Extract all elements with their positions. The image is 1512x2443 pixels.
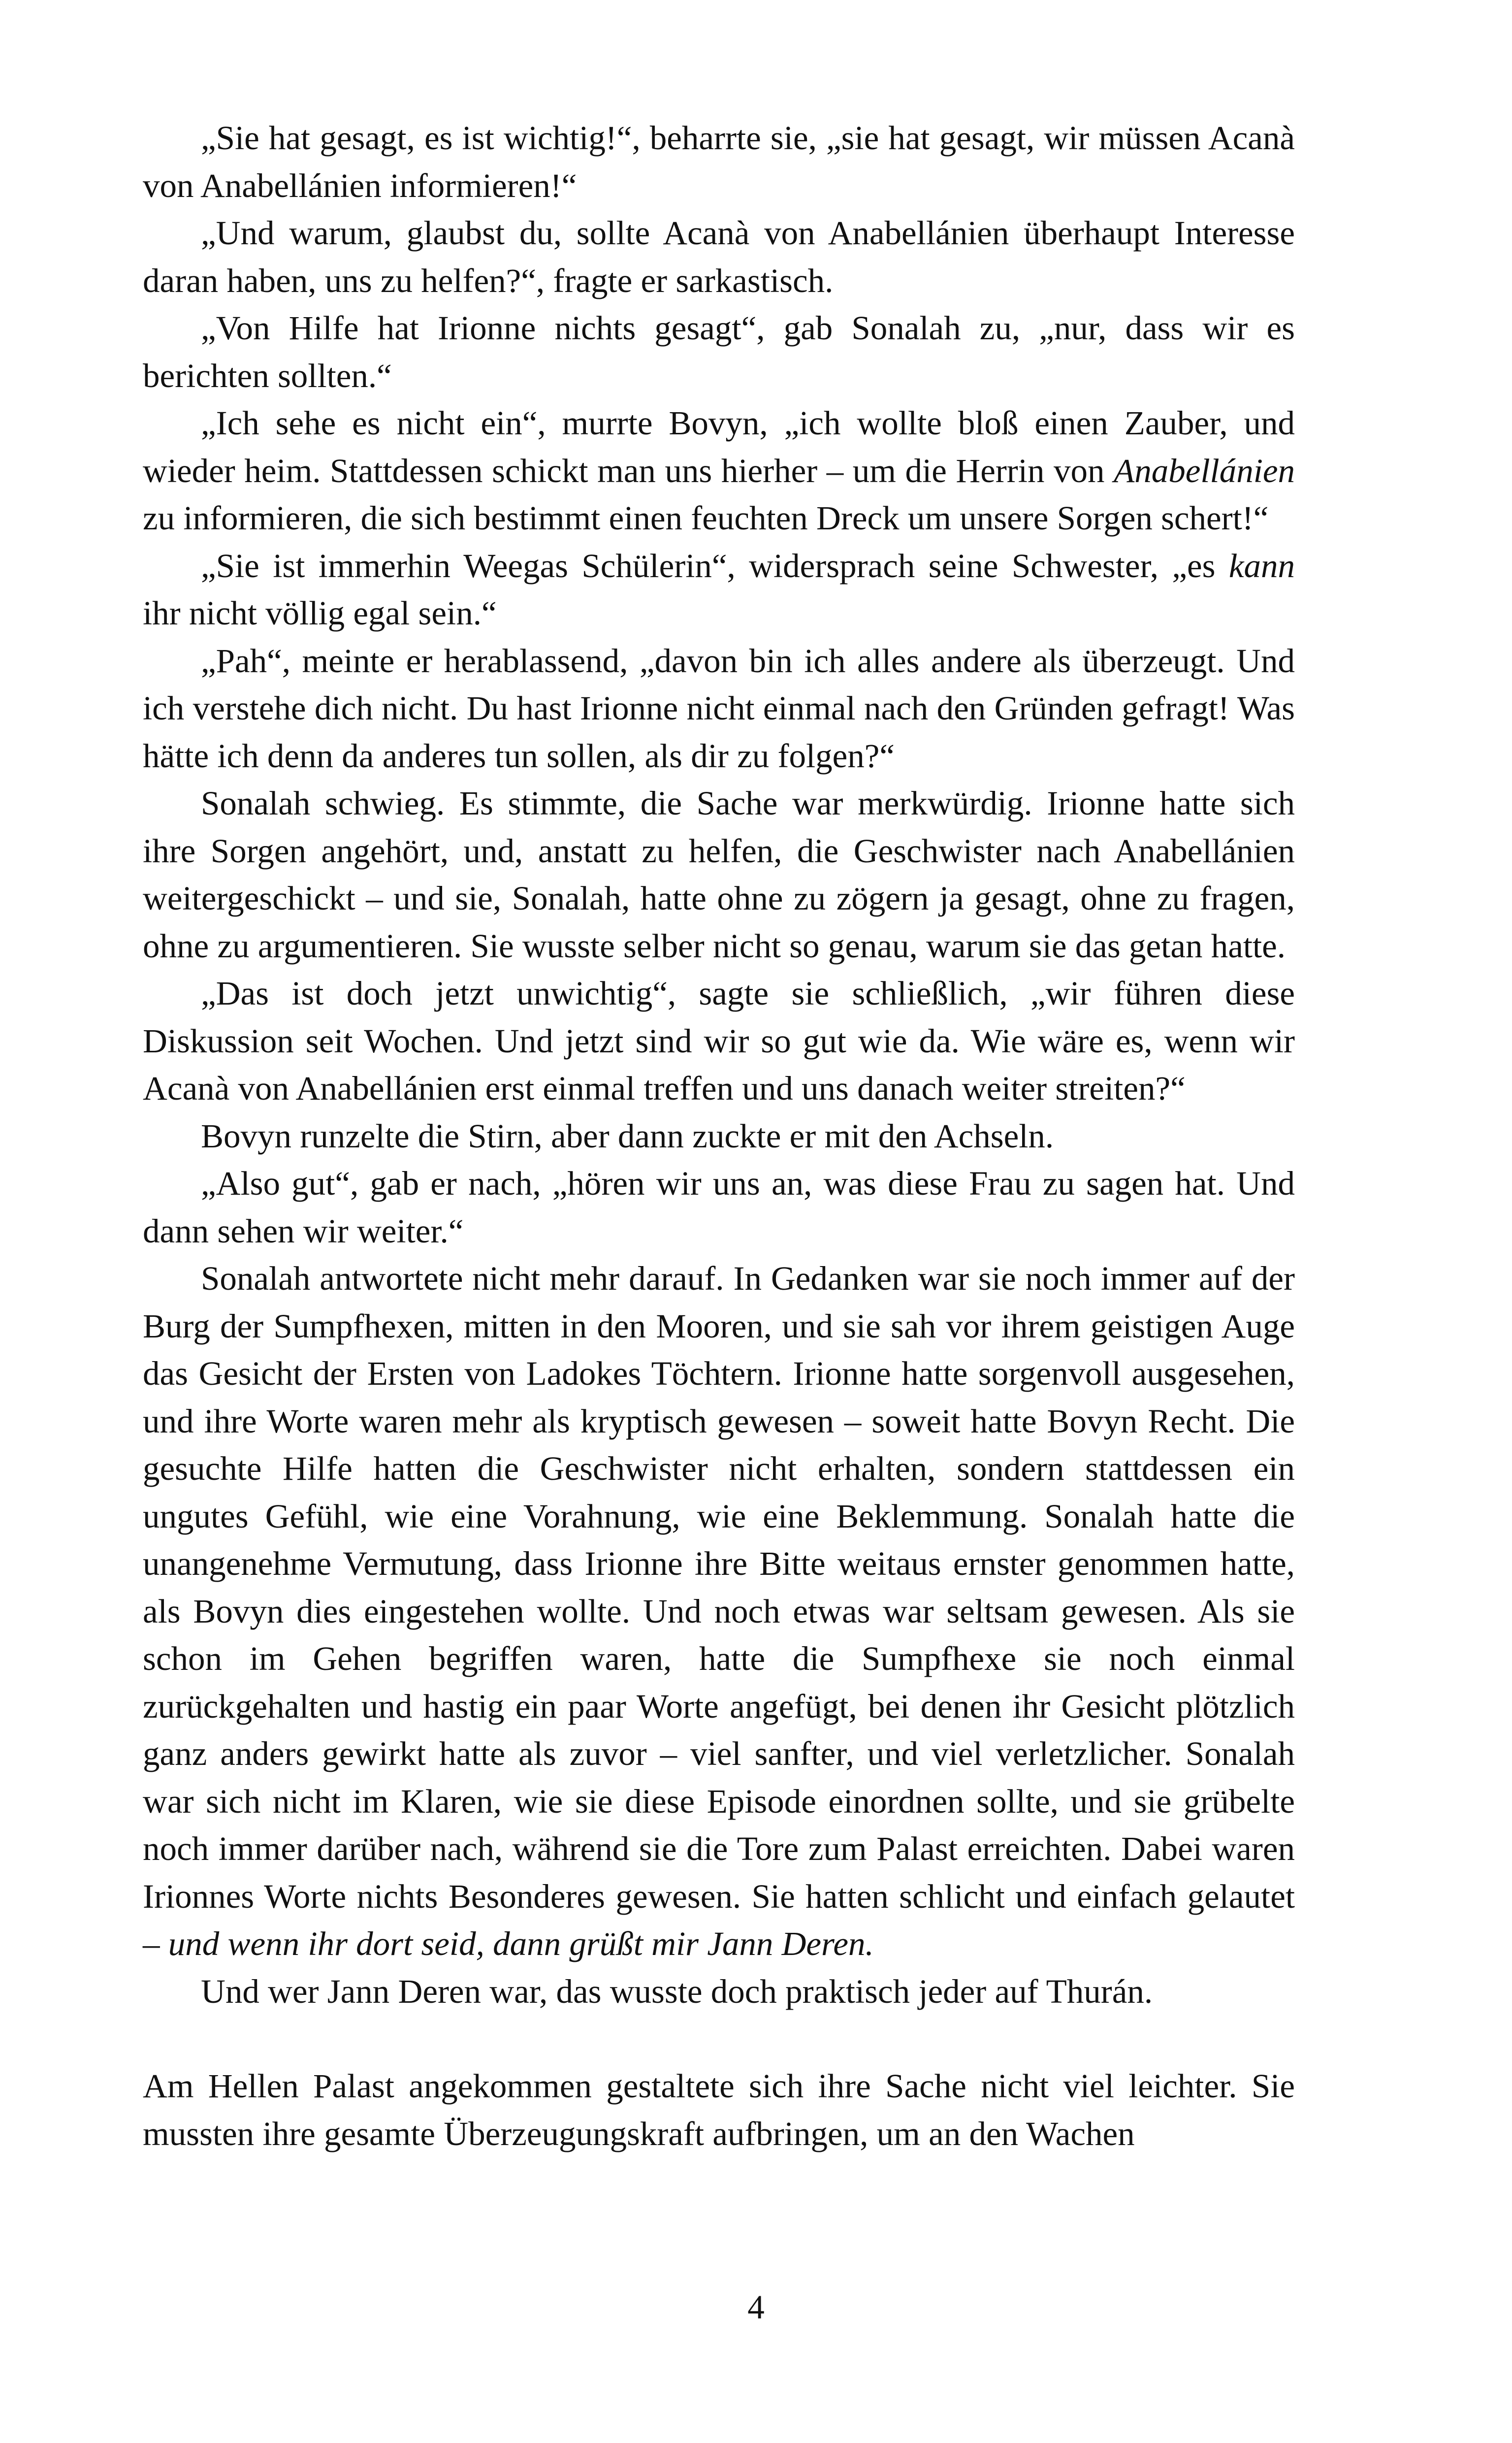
paragraph	[143, 209, 1295, 304]
text-run: Sonalah antwortete nicht mehr darauf. In Gedanken war sie noch immer auf der Burg der Sumpfhexen, mitten in den Mooren, und sie sah vor ihrem geistigen Auge das Gesicht der Ersten von Ladokes Töchtern. Irionne hatte sorgenvoll ausgesehen, und ihre Worte waren mehr als kryptisch gewesen – soweit hatte Bovyn Recht. Die gesuchte Hilfe hatten die Geschwister nicht erhalten, sondern stattdessen ein ungutes Gefühl, wie eine Vorahnung, wie eine Beklemmung. Sonalah hatte die unangenehme Vermutung, dass Irionne ihre Bitte weitaus ernster genommen hatte, als Bovyn dies eingestehen wollte. Und noch etwas war seltsam gewesen. Als sie schon im Gehen begriffen waren, hatte die Sumpfhexe sie noch einmal zurückgehalten und hastig ein paar Worte angefügt, bei denen ihr Gesicht plötzlich ganz anders gewirkt hatte als zuvor – viel sanfter, und viel verletzlicher. Sonalah war sich nicht im Klaren, wie sie diese Episode einordnen sollte, und sie grübelte noch immer darüber nach, während sie die Tore zum Palast erreichten. Dabei waren Irionnes Worte nichts Besonderes gewesen. Sie hatten schlicht und einfach gelautet –	[143, 1260, 1295, 1962]
page-number: 4	[747, 2288, 765, 2326]
paragraph	[143, 1968, 1295, 2016]
paragraph	[143, 2062, 1295, 2157]
text-run: Und wer Jann Deren war, das wusste doch praktisch jeder auf Thurán.	[201, 1972, 1153, 2010]
text-run: Am Hellen Palast angekommen gestaltete sich ihre Sache nicht viel leichter. Sie mussten ihre gesamte Überzeugungskraft aufbringen, um an den Wachen	[143, 2067, 1295, 2152]
paragraph	[143, 399, 1295, 542]
text-run: „Sie ist immerhin Weegas Schülerin“, widersprach seine Schwester, „es	[201, 547, 1229, 585]
paragraph	[143, 1112, 1295, 1160]
paragraph	[143, 542, 1295, 637]
paragraph	[143, 637, 1295, 780]
text-run: „Also gut“, gab er nach, „hören wir uns an, was diese Frau zu sagen hat. Und dann sehen wir weiter.“	[143, 1165, 1295, 1250]
paragraph	[143, 1160, 1295, 1255]
paragraph	[143, 304, 1295, 399]
italic-text-run: und wenn ihr dort seid, dann grüßt mir Jann Deren.	[168, 1925, 874, 1962]
text-run: Bovyn runzelte die Stirn, aber dann zuckte er mit den Achseln.	[201, 1117, 1054, 1155]
text-run: zu informieren, die sich bestimmt einen feuchten Dreck um unsere Sorgen schert!“	[143, 499, 1269, 537]
text-run: „Von Hilfe hat Irionne nichts gesagt“, gab Sonalah zu, „nur, dass wir es berichten sollten.“	[143, 309, 1295, 394]
body-text	[143, 114, 1295, 2157]
italic-text-run: Anabellánien	[1114, 452, 1295, 489]
text-run: „Pah“, meinte er herablassend, „davon bin ich alles andere als überzeugt. Und ich verstehe dich nicht. Du hast Irionne nicht einmal nach den Gründen gefragt! Was hätte ich denn da anderes tun sollen, als dir zu folgen?“	[143, 642, 1295, 775]
italic-text-run: kann	[1228, 547, 1295, 585]
paragraph	[143, 970, 1295, 1112]
paragraph	[143, 1255, 1295, 1968]
text-run: „Das ist doch jetzt unwichtig“, sagte sie schließlich, „wir führen diese Diskussion seit Wochen. Und jetzt sind wir so gut wie da. Wie wäre es, wenn wir Acanà von Anabellánien erst einmal treffen und uns danach weiter streiten?“	[143, 975, 1295, 1107]
paragraph	[143, 780, 1295, 970]
paragraph	[143, 114, 1295, 209]
text-run: „Und warum, glaubst du, sollte Acanà von Anabellánien überhaupt Interesse daran haben, uns zu helfen?“, fragte er sarkastisch.	[143, 214, 1295, 299]
text-run: ihr nicht völlig egal sein.“	[143, 594, 497, 632]
text-run: Sonalah schwieg. Es stimmte, die Sache war merkwürdig. Irionne hatte sich ihre Sorgen angehört, und, anstatt zu helfen, die Geschwister nach Anabellánien weitergeschickt – und sie, Sonalah, hatte ohne zu zögern ja gesagt, ohne zu fragen, ohne zu argumentieren. Sie wusste selber nicht so genau, warum sie das getan hatte.	[143, 784, 1295, 965]
text-run: „Sie hat gesagt, es ist wichtig!“, beharrte sie, „sie hat gesagt, wir müssen Acanà von Anabellánien informieren!“	[143, 119, 1295, 204]
text-run: „Ich sehe es nicht ein“, murrte Bovyn, „ich wollte bloß einen Zauber, und wieder heim. Stattdessen schickt man uns hierher – um die Herrin von	[143, 404, 1295, 489]
